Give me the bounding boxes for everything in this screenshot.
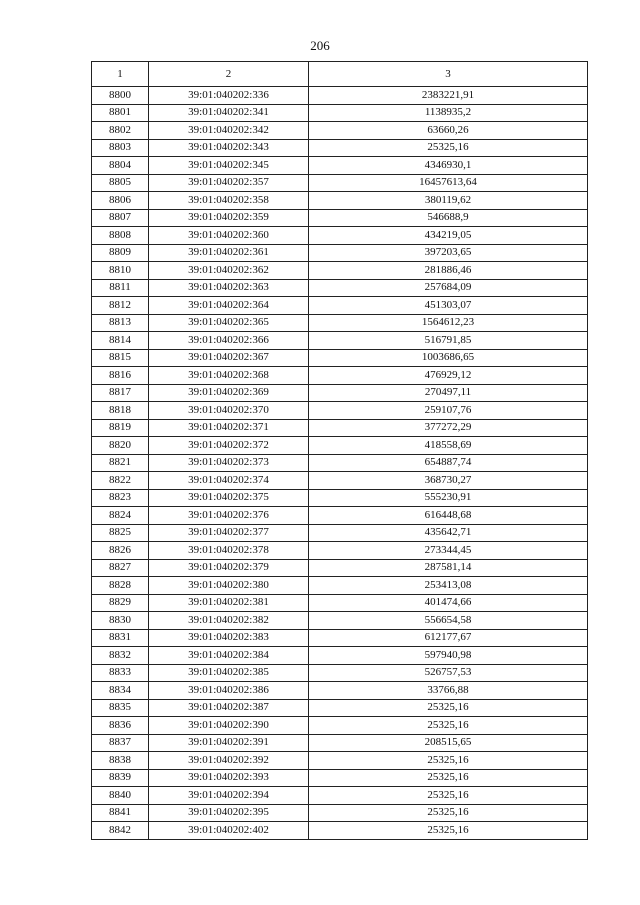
table-row [92, 647, 588, 665]
value-cell: 25325,16 [309, 699, 588, 717]
row-number-cell: 8832 [92, 647, 149, 665]
value-cell: 1003686,65 [309, 349, 588, 367]
row-number-cell: 8801 [92, 104, 149, 122]
column-header-2: 2 [149, 62, 309, 87]
cadastral-number-cell: 39:01:040202:376 [149, 507, 309, 525]
row-number-cell: 8800 [92, 87, 149, 105]
table-row [92, 594, 588, 612]
cadastral-number-cell: 39:01:040202:402 [149, 822, 309, 840]
value-cell: 476929,12 [309, 367, 588, 385]
value-cell: 253413,08 [309, 577, 588, 595]
cadastral-number-cell: 39:01:040202:377 [149, 524, 309, 542]
row-number-cell: 8840 [92, 787, 149, 805]
table-row [92, 419, 588, 437]
value-cell: 25325,16 [309, 139, 588, 157]
page-number: 206 [310, 38, 330, 53]
value-cell: 377272,29 [309, 419, 588, 437]
value-cell: 526757,53 [309, 664, 588, 682]
cadastral-number-cell: 39:01:040202:364 [149, 297, 309, 315]
value-cell: 273344,45 [309, 542, 588, 560]
row-number-cell: 8810 [92, 262, 149, 280]
table-row [92, 122, 588, 140]
cadastral-number-cell: 39:01:040202:359 [149, 209, 309, 227]
row-number-cell: 8827 [92, 559, 149, 577]
cadastral-number-cell: 39:01:040202:378 [149, 542, 309, 560]
row-number-cell: 8811 [92, 279, 149, 297]
row-number-cell: 8822 [92, 472, 149, 490]
row-number-cell: 8836 [92, 717, 149, 735]
data-table [91, 61, 588, 840]
cadastral-number-cell: 39:01:040202:383 [149, 629, 309, 647]
row-number-cell: 8819 [92, 419, 149, 437]
value-cell: 380119,62 [309, 192, 588, 210]
value-cell: 555230,91 [309, 489, 588, 507]
cadastral-number-cell: 39:01:040202:385 [149, 664, 309, 682]
value-cell: 397203,65 [309, 244, 588, 262]
cadastral-number-cell: 39:01:040202:357 [149, 174, 309, 192]
table-row [92, 314, 588, 332]
value-cell: 25325,16 [309, 822, 588, 840]
table-row [92, 192, 588, 210]
cadastral-number-cell: 39:01:040202:370 [149, 402, 309, 420]
cadastral-number-cell: 39:01:040202:360 [149, 227, 309, 245]
value-cell: 270497,11 [309, 384, 588, 402]
table-row [92, 542, 588, 560]
value-cell: 63660,26 [309, 122, 588, 140]
table-row [92, 559, 588, 577]
value-cell: 435642,71 [309, 524, 588, 542]
table-row [92, 472, 588, 490]
row-number-cell: 8835 [92, 699, 149, 717]
cadastral-number-cell: 39:01:040202:366 [149, 332, 309, 350]
value-cell: 546688,9 [309, 209, 588, 227]
table-row [92, 629, 588, 647]
cadastral-number-cell: 39:01:040202:382 [149, 612, 309, 630]
table-row [92, 699, 588, 717]
cadastral-number-cell: 39:01:040202:379 [149, 559, 309, 577]
table-row [92, 507, 588, 525]
row-number-cell: 8833 [92, 664, 149, 682]
table-row [92, 349, 588, 367]
table-row [92, 262, 588, 280]
value-cell: 16457613,64 [309, 174, 588, 192]
cadastral-number-cell: 39:01:040202:368 [149, 367, 309, 385]
row-number-cell: 8805 [92, 174, 149, 192]
value-cell: 25325,16 [309, 752, 588, 770]
row-number-cell: 8815 [92, 349, 149, 367]
row-number-cell: 8826 [92, 542, 149, 560]
row-number-cell: 8838 [92, 752, 149, 770]
cadastral-number-cell: 39:01:040202:386 [149, 682, 309, 700]
table-row [92, 577, 588, 595]
cadastral-number-cell: 39:01:040202:395 [149, 804, 309, 822]
table-row [92, 227, 588, 245]
table-row [92, 804, 588, 822]
value-cell: 368730,27 [309, 472, 588, 490]
cadastral-number-cell: 39:01:040202:373 [149, 454, 309, 472]
table-row [92, 209, 588, 227]
row-number-cell: 8842 [92, 822, 149, 840]
cadastral-number-cell: 39:01:040202:367 [149, 349, 309, 367]
cadastral-number-cell: 39:01:040202:392 [149, 752, 309, 770]
cadastral-number-cell: 39:01:040202:345 [149, 157, 309, 175]
cadastral-number-cell: 39:01:040202:372 [149, 437, 309, 455]
table-row [92, 174, 588, 192]
cadastral-number-cell: 39:01:040202:342 [149, 122, 309, 140]
table-row [92, 279, 588, 297]
table-row [92, 822, 588, 840]
cadastral-number-cell: 39:01:040202:362 [149, 262, 309, 280]
table-row [92, 489, 588, 507]
row-number-cell: 8831 [92, 629, 149, 647]
table-row [92, 87, 588, 105]
value-cell: 451303,07 [309, 297, 588, 315]
cadastral-number-cell: 39:01:040202:363 [149, 279, 309, 297]
table-row [92, 734, 588, 752]
table-row [92, 437, 588, 455]
table-row [92, 787, 588, 805]
row-number-cell: 8820 [92, 437, 149, 455]
cadastral-number-cell: 39:01:040202:393 [149, 769, 309, 787]
row-number-cell: 8802 [92, 122, 149, 140]
value-cell: 1138935,2 [309, 104, 588, 122]
row-number-cell: 8813 [92, 314, 149, 332]
table-row [92, 367, 588, 385]
value-cell: 616448,68 [309, 507, 588, 525]
value-cell: 33766,88 [309, 682, 588, 700]
cadastral-number-cell: 39:01:040202:394 [149, 787, 309, 805]
value-cell: 654887,74 [309, 454, 588, 472]
cadastral-number-cell: 39:01:040202:384 [149, 647, 309, 665]
table-row [92, 384, 588, 402]
column-header-1: 1 [92, 62, 149, 87]
table-row [92, 752, 588, 770]
cadastral-number-cell: 39:01:040202:358 [149, 192, 309, 210]
cadastral-number-cell: 39:01:040202:380 [149, 577, 309, 595]
row-number-cell: 8814 [92, 332, 149, 350]
table-row [92, 524, 588, 542]
value-cell: 401474,66 [309, 594, 588, 612]
cadastral-number-cell: 39:01:040202:381 [149, 594, 309, 612]
value-cell: 1564612,23 [309, 314, 588, 332]
cadastral-number-cell: 39:01:040202:365 [149, 314, 309, 332]
cadastral-number-cell: 39:01:040202:336 [149, 87, 309, 105]
table-header-row [92, 62, 588, 87]
row-number-cell: 8828 [92, 577, 149, 595]
cadastral-number-cell: 39:01:040202:374 [149, 472, 309, 490]
row-number-cell: 8824 [92, 507, 149, 525]
value-cell: 418558,69 [309, 437, 588, 455]
value-cell: 516791,85 [309, 332, 588, 350]
row-number-cell: 8823 [92, 489, 149, 507]
cadastral-number-cell: 39:01:040202:343 [149, 139, 309, 157]
table-row [92, 454, 588, 472]
row-number-cell: 8839 [92, 769, 149, 787]
table-row [92, 717, 588, 735]
table-row [92, 682, 588, 700]
row-number-cell: 8821 [92, 454, 149, 472]
table-row [92, 769, 588, 787]
row-number-cell: 8812 [92, 297, 149, 315]
value-cell: 25325,16 [309, 787, 588, 805]
row-number-cell: 8829 [92, 594, 149, 612]
row-number-cell: 8825 [92, 524, 149, 542]
row-number-cell: 8834 [92, 682, 149, 700]
value-cell: 287581,14 [309, 559, 588, 577]
row-number-cell: 8806 [92, 192, 149, 210]
table-row [92, 612, 588, 630]
cadastral-number-cell: 39:01:040202:387 [149, 699, 309, 717]
value-cell: 257684,09 [309, 279, 588, 297]
row-number-cell: 8830 [92, 612, 149, 630]
row-number-cell: 8817 [92, 384, 149, 402]
value-cell: 556654,58 [309, 612, 588, 630]
table-row [92, 139, 588, 157]
row-number-cell: 8816 [92, 367, 149, 385]
cadastral-number-cell: 39:01:040202:391 [149, 734, 309, 752]
table-row [92, 157, 588, 175]
value-cell: 597940,98 [309, 647, 588, 665]
cadastral-number-cell: 39:01:040202:341 [149, 104, 309, 122]
value-cell: 4346930,1 [309, 157, 588, 175]
table-body [92, 87, 588, 840]
value-cell: 25325,16 [309, 717, 588, 735]
value-cell: 434219,05 [309, 227, 588, 245]
row-number-cell: 8804 [92, 157, 149, 175]
value-cell: 259107,76 [309, 402, 588, 420]
table-row [92, 664, 588, 682]
table-row [92, 297, 588, 315]
row-number-cell: 8808 [92, 227, 149, 245]
cadastral-number-cell: 39:01:040202:375 [149, 489, 309, 507]
value-cell: 25325,16 [309, 769, 588, 787]
row-number-cell: 8803 [92, 139, 149, 157]
row-number-cell: 8837 [92, 734, 149, 752]
cadastral-number-cell: 39:01:040202:369 [149, 384, 309, 402]
value-cell: 2383221,91 [309, 87, 588, 105]
row-number-cell: 8809 [92, 244, 149, 262]
cadastral-number-cell: 39:01:040202:390 [149, 717, 309, 735]
value-cell: 281886,46 [309, 262, 588, 280]
column-header-3: 3 [309, 62, 588, 87]
row-number-cell: 8841 [92, 804, 149, 822]
cadastral-number-cell: 39:01:040202:361 [149, 244, 309, 262]
row-number-cell: 8807 [92, 209, 149, 227]
value-cell: 208515,65 [309, 734, 588, 752]
row-number-cell: 8818 [92, 402, 149, 420]
table-row [92, 332, 588, 350]
value-cell: 612177,67 [309, 629, 588, 647]
cadastral-number-cell: 39:01:040202:371 [149, 419, 309, 437]
table-row [92, 402, 588, 420]
table-row [92, 244, 588, 262]
table-row [92, 104, 588, 122]
value-cell: 25325,16 [309, 804, 588, 822]
